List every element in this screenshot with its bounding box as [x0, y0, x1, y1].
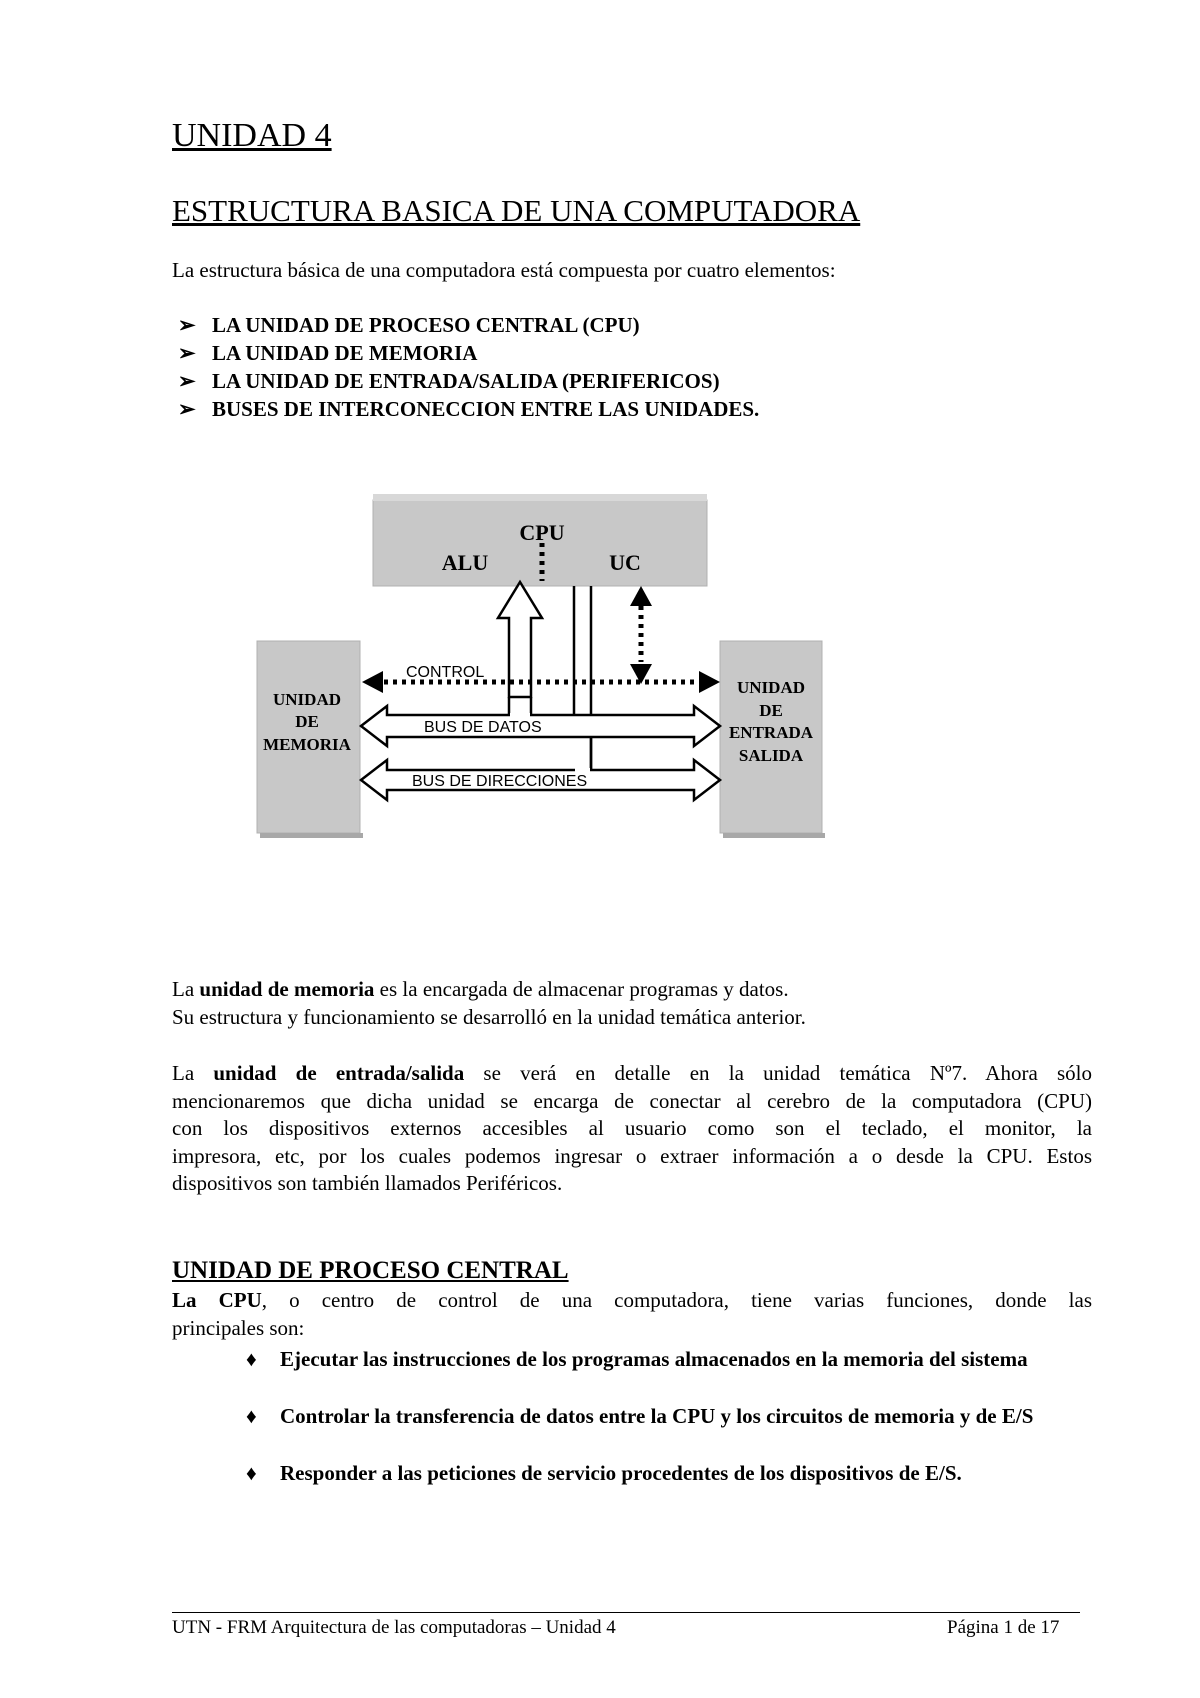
io-paragraph — [172, 1060, 1092, 1198]
bullet-text: LA UNIDAD DE MEMORIA — [212, 341, 478, 365]
alu-label: ALU — [441, 550, 489, 575]
io-paragraph-line: con los dispositivos externos accesibles al usuario como son el teclado, el monitor, la — [172, 1116, 1092, 1140]
arrow-bullet-icon: ➢ — [178, 313, 196, 337]
memory-box-edge — [260, 833, 363, 838]
function-item — [246, 1459, 1092, 1487]
page-subtitle: ESTRUCTURA BASICA DE UNA COMPUTADORA — [172, 193, 861, 228]
data-branch-gap — [510, 713, 530, 718]
data-bus-label: BUS DE DATOS — [424, 719, 542, 736]
memory-paragraph-line: Su estructura y funcionamiento se desarrolló en la unidad temática anterior. — [172, 1004, 806, 1029]
io-label-line4: SALIDA — [738, 746, 804, 765]
io-paragraph-line: dispositivos son también llamados Periféricos. — [172, 1171, 563, 1195]
intro-text: La estructura básica de una computadora está compuesta por cuatro elementos: — [172, 258, 836, 282]
arrow-bullet-icon: ➢ — [178, 369, 196, 393]
memory-label-line3: MEMORIA — [263, 735, 351, 754]
io-label-line3: ENTRADA — [728, 723, 814, 742]
page-title: UNIDAD 4 — [172, 117, 332, 154]
diamond-bullet-icon: ♦ — [246, 1347, 257, 1371]
arrow-bullet-icon: ➢ — [178, 397, 196, 421]
memory-term: unidad de memoria — [199, 977, 375, 1001]
function-text: Controlar la transferencia de datos entre la CPU y los circuitos de memoria y de E/S — [280, 1404, 1034, 1428]
cpu-intro-line: principales son: — [172, 1315, 305, 1340]
io-paragraph-line: La unidad de entrada/salida se verá en detalle en la unidad temática Nº7. Ahora sólo — [172, 1061, 1093, 1085]
cpu-section-intro — [172, 1287, 1092, 1342]
io-term: unidad de entrada/salida — [213, 1061, 465, 1085]
control-label: CONTROL — [406, 664, 485, 681]
function-text: Responder a las peticiones de servicio procedentes de los dispositivos de E/S. — [280, 1461, 962, 1485]
cpu-intro-line: La CPU, o centro de control de una computadora, tiene varias funciones, donde las — [172, 1288, 1092, 1312]
memory-label-line2: DE — [295, 712, 319, 731]
cpu-label: CPU — [519, 520, 565, 545]
address-bus-label: BUS DE DIRECCIONES — [412, 773, 588, 790]
io-label-line2: DE — [759, 701, 783, 720]
function-text: Ejecutar las instrucciones de los programas almacenados en la memoria del sistema — [280, 1347, 1028, 1371]
memory-paragraph — [172, 976, 1092, 1031]
io-box-edge — [723, 833, 825, 838]
function-item — [246, 1345, 1092, 1373]
arrow-bullet-icon: ➢ — [178, 341, 196, 365]
footer-rule — [172, 1612, 1080, 1613]
io-paragraph-line: mencionaremos que dicha unidad se encarga de conectar al cerebro de la computadora (CPU) — [172, 1088, 1092, 1113]
bullet-text: LA UNIDAD DE PROCESO CENTRAL (CPU) — [212, 313, 640, 337]
cpu-term: La CPU — [172, 1288, 262, 1312]
function-item — [246, 1402, 1092, 1430]
footer-left: UTN - FRM Arquitectura de las computadoras – Unidad 4 — [172, 1617, 616, 1638]
diamond-bullet-icon: ♦ — [246, 1404, 257, 1428]
cpu-section-heading: UNIDAD DE PROCESO CENTRAL — [172, 1257, 569, 1284]
footer-page-number: Página 1 de 17 — [947, 1617, 1060, 1638]
bullet-text: LA UNIDAD DE ENTRADA/SALIDA (PERIFERICOS) — [212, 369, 720, 393]
control-arrow-right-head — [699, 671, 720, 693]
uc-arrow-up-head — [630, 586, 652, 606]
cpu-box-top-edge — [373, 494, 707, 501]
control-arrow-left-head — [362, 671, 383, 693]
io-paragraph-line: impresora, etc, por los cuales podemos ingresar o extraer información a o desde la CPU. Estos — [172, 1143, 1092, 1168]
memory-paragraph-line: La unidad de memoria es la encargada de almacenar programas y datos. — [172, 977, 789, 1001]
diamond-bullet-icon: ♦ — [246, 1461, 257, 1485]
io-label-line1: UNIDAD — [737, 678, 805, 697]
bullet-text: BUSES DE INTERCONECCION ENTRE LAS UNIDADES. — [212, 397, 760, 421]
memory-label-line1: UNIDAD — [273, 690, 341, 709]
uc-label: UC — [609, 550, 641, 575]
